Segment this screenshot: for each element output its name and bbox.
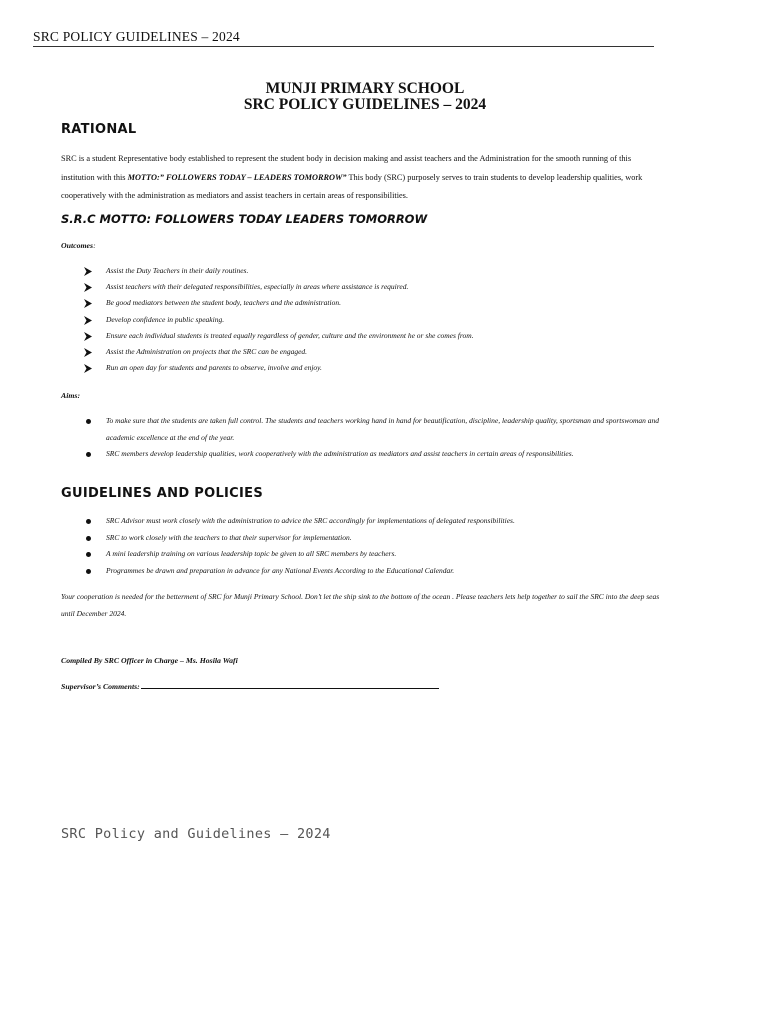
list-item: Programmes be drawn and preparation in advance for any National Events According to the Educational Calendar.: [106, 566, 455, 575]
list-item: Assist the Administration on projects that the SRC can be engaged.: [106, 347, 308, 356]
rational-paragraph: [61, 150, 666, 206]
document-title: SRC POLICY GUIDELINES – 2024: [243, 96, 487, 113]
motto-heading: S.R.C MOTTO: FOLLOWERS TODAY LEADERS TOMORROW: [61, 212, 428, 226]
motto-inline: MOTTO:” FOLLOWERS TODAY – LEADERS TOMORROW”: [127, 172, 347, 182]
rational-text-start: SRC is a student Representative body established to represent the student body in decision making and assist teachers and the Administration for the smooth running of this institution with this: [61, 154, 632, 182]
aims-label: Aims:: [61, 391, 81, 400]
list-item: Develop confidence in public speaking.: [106, 315, 225, 324]
compiled-by: Compiled By SRC Officer in Charge – Ms. Hosila Wafi: [61, 656, 238, 665]
arrow-bullet-icon: [84, 364, 92, 373]
arrow-bullet-icon: [84, 267, 92, 276]
title-block: [0, 81, 730, 113]
outcomes-label-colon: :: [93, 241, 96, 250]
bullet-icon: [86, 536, 91, 541]
comment-line: [141, 688, 439, 689]
list-item: Run an open day for students and parents to observe, involve and enjoy.: [106, 363, 322, 372]
arrow-bullet-icon: [84, 316, 92, 325]
bullet-icon: [86, 569, 91, 574]
bullet-icon: [86, 419, 91, 424]
outcomes-label-text: Outcomes: [61, 241, 94, 250]
rational-heading: RATIONAL: [61, 122, 137, 137]
list-item: SRC to work closely with the teachers to that their supervisor for implementation.: [106, 533, 352, 542]
running-header: SRC POLICY GUIDELINES – 2024: [33, 29, 654, 47]
list-item: A mini leadership training on various leadership topic be given to all SRC members by teachers.: [106, 549, 397, 558]
bullet-icon: [86, 552, 91, 557]
list-item: SRC Advisor must work closely with the administration to advice the SRC accordingly for implementations of delegated responsibilities.: [106, 516, 515, 525]
list-item: Assist the Duty Teachers in their daily routines.: [106, 266, 249, 275]
arrow-bullet-icon: [84, 348, 92, 357]
list-item: Ensure each individual students is treated equally regardless of gender, culture and the environment he or she comes from.: [106, 331, 474, 340]
arrow-bullet-icon: [84, 332, 92, 341]
bullet-icon: [86, 519, 91, 524]
rational-text-end: This body (SRC) purposely serves to train students to develop leadership qualities, work cooperatively with the administration as mediators and assist teachers in certain areas of responsibilities.: [61, 172, 643, 200]
arrow-bullet-icon: [84, 283, 92, 292]
bullet-icon: [86, 452, 91, 457]
arrow-bullet-icon: [84, 299, 92, 308]
list-item: Be good mediators between the student body, teachers and the administration.: [106, 298, 341, 307]
school-name: MUNJI PRIMARY SCHOOL: [265, 80, 465, 97]
supervisor-comments: [61, 682, 439, 691]
list-item: SRC members develop leadership qualities, work cooperatively with the administration as mediators and assist teachers in certain areas of responsibilities.: [106, 449, 574, 458]
list-item: To make sure that the students are taken full control. The students and teachers working hand in hand for beautification, discipline, leadership quality, sportsman and sportswoman and academic excellence at the end of the year.: [106, 416, 660, 442]
supervisor-comments-label: Supervisor’s Comments:: [61, 682, 140, 691]
guidelines-heading: GUIDELINES AND POLICIES: [61, 486, 263, 501]
list-item: Assist teachers with their delegated responsibilities, especially in areas where assistance is required.: [106, 282, 409, 291]
closing-paragraph: Your cooperation is needed for the betterment of SRC for Munji Primary School. Don’t let the ship sink to the bottom of the ocean . Please teachers lets help together to sail the SRC into the deep seas until December 2024.: [61, 592, 660, 618]
page-footer: SRC Policy and Guidelines – 2024: [61, 826, 331, 842]
outcomes-label: [61, 241, 96, 250]
